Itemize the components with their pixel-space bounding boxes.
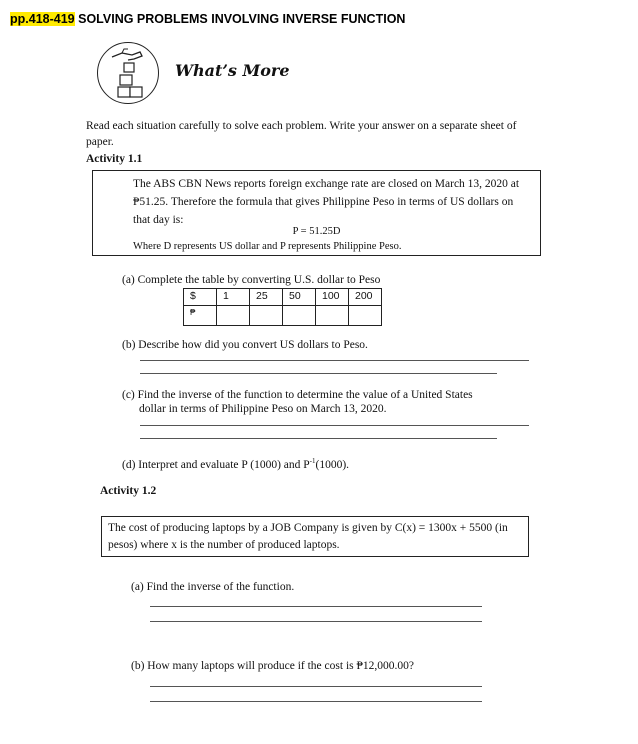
variable-definition: Where D represents US dollar and P represents Philippine Peso. (133, 241, 402, 252)
activity-2-problem: The cost of producing laptops by a JOB Company is given by C(x) = 1300x + 5500 (in pesos) where x is the number of produced laptops. (108, 522, 508, 551)
peso-cell[interactable] (316, 306, 349, 326)
dollar-value: 200 (349, 289, 382, 306)
answer-line[interactable] (140, 360, 529, 361)
blocks-hand-icon (97, 42, 159, 104)
answer-line[interactable] (140, 438, 497, 439)
dollar-label: $ (184, 289, 217, 306)
question-c-continued: dollar in terms of Philippine Peso on March 13, 2020. (139, 403, 387, 415)
header-title: SOLVING PROBLEMS INVOLVING INVERSE FUNCTION (78, 12, 406, 26)
answer-line[interactable] (150, 701, 482, 702)
instructions: Read each situation carefully to solve each problem. Write your answer on a separate sheet of paper. (86, 120, 517, 148)
peso-cell[interactable] (250, 306, 283, 326)
peso-label: ₱ (184, 306, 217, 326)
activity-1-problem-box (92, 170, 541, 256)
inverse-superscript: -1 (309, 457, 316, 465)
answer-line[interactable] (140, 425, 529, 426)
dollar-row (184, 289, 382, 306)
dollar-value: 25 (250, 289, 283, 306)
page-range: pp.418-419 (10, 12, 75, 26)
question-d (122, 454, 349, 473)
activity-1-problem: The ABS CBN News reports foreign exchange rate are closed on March 13, 2020 at ₱51.25. Therefore the formula that gives Philippine Peso in terms of US dollars on that day is: (133, 178, 520, 226)
answer-line[interactable] (150, 621, 482, 622)
question-d-text: (d) Interpret and evaluate P (1000) and P (122, 458, 310, 471)
answer-line[interactable] (140, 373, 497, 374)
answer-line[interactable] (150, 606, 482, 607)
conversion-table (183, 288, 382, 326)
section-title: What’s More (175, 61, 290, 80)
activity-1-title: Activity 1.1 (86, 153, 143, 165)
page-header (10, 12, 405, 26)
answer-line[interactable] (150, 686, 482, 687)
question-c: (c) Find the inverse of the function to determine the value of a United States (122, 389, 473, 401)
dollar-value: 1 (217, 289, 250, 306)
activity-2-question-a: (a) Find the inverse of the function. (131, 581, 295, 593)
question-d-end: (1000). (315, 458, 350, 471)
activity-2-question-b: (b) How many laptops will produce if the cost is ₱12,000.00? (131, 660, 414, 672)
question-a: (a) Complete the table by converting U.S. dollar to Peso (122, 274, 381, 286)
question-b: (b) Describe how did you convert US dollars to Peso. (122, 339, 368, 351)
dollar-value: 100 (316, 289, 349, 306)
formula: P = 51.25D (292, 226, 341, 237)
activity-2-problem-box (101, 516, 529, 557)
peso-cell[interactable] (217, 306, 250, 326)
peso-cell[interactable] (283, 306, 316, 326)
peso-cell[interactable] (349, 306, 382, 326)
activity-2-title: Activity 1.2 (100, 485, 157, 497)
dollar-value: 50 (283, 289, 316, 306)
peso-row (184, 306, 382, 326)
